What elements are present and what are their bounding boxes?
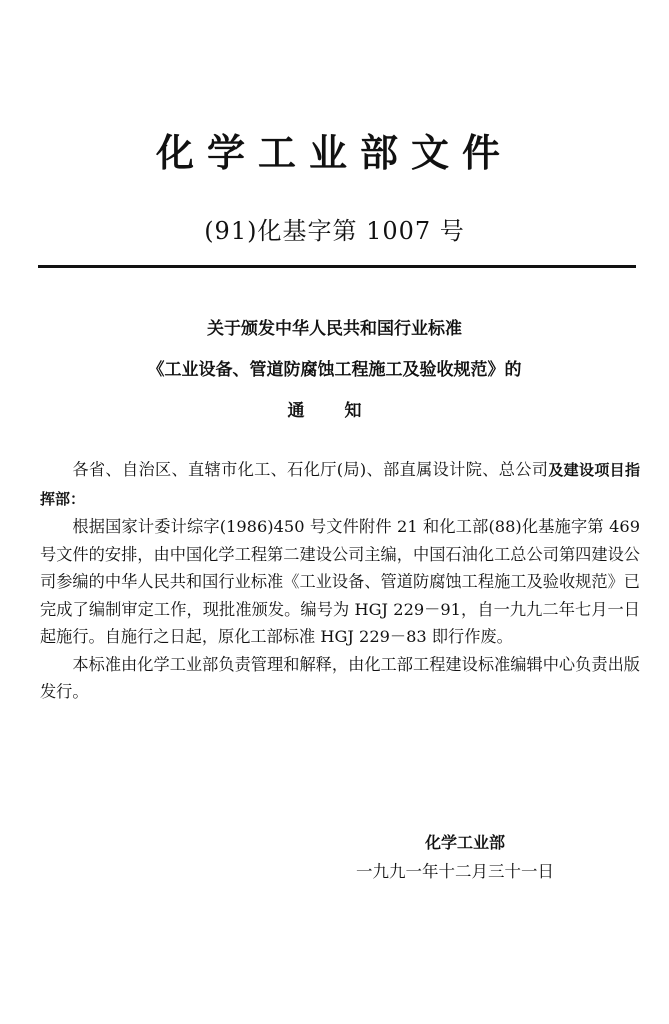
addressee-text: 各省、自治区、直辖市化工、石化厅(局)、部直属设计院、总公司 — [72, 460, 549, 479]
header-divider — [38, 265, 636, 268]
signature-date: 一九九一年十二月三十一日 — [356, 862, 554, 881]
notice-body — [40, 456, 640, 706]
document-number: (91)化基字第 1007 号 — [204, 217, 465, 245]
notice-heading-line-3: 通知 — [287, 401, 402, 421]
body-paragraph-1: 根据国家计委计综字(1986)450 号文件附件 21 和化工部(88)化基施字第 469 号文件的安排，由中国化学工程第二建设公司主编，中国石油化工总公司第四建设公司参编的中华人民共和国行业标准《工业设备、管道防腐蚀工程施工及验收规范》已完成了编制审定工作，现批准颁发。编号为 HGJ 229－91，自一九九二年七月一日起施行。自施行之日起，原化工部标准 HGJ 229－83 即行作废。 — [40, 517, 640, 646]
notice-heading-line-1: 关于颁发中华人民共和国行业标准 — [207, 319, 462, 339]
document-title: 化学工业部文件 — [155, 131, 513, 175]
signature-organization: 化学工业部 — [425, 833, 506, 852]
addressee — [40, 456, 640, 513]
notice-heading-line-2: 《工业设备、管道防腐蚀工程施工及验收规范》的 — [147, 360, 522, 380]
addressee-text-bold: 及建设项目指挥部： — [40, 461, 640, 508]
body-paragraph-2: 本标准由化学工业部负责管理和解释，由化工部工程建设标准编辑中心负责出版发行。 — [40, 654, 640, 701]
